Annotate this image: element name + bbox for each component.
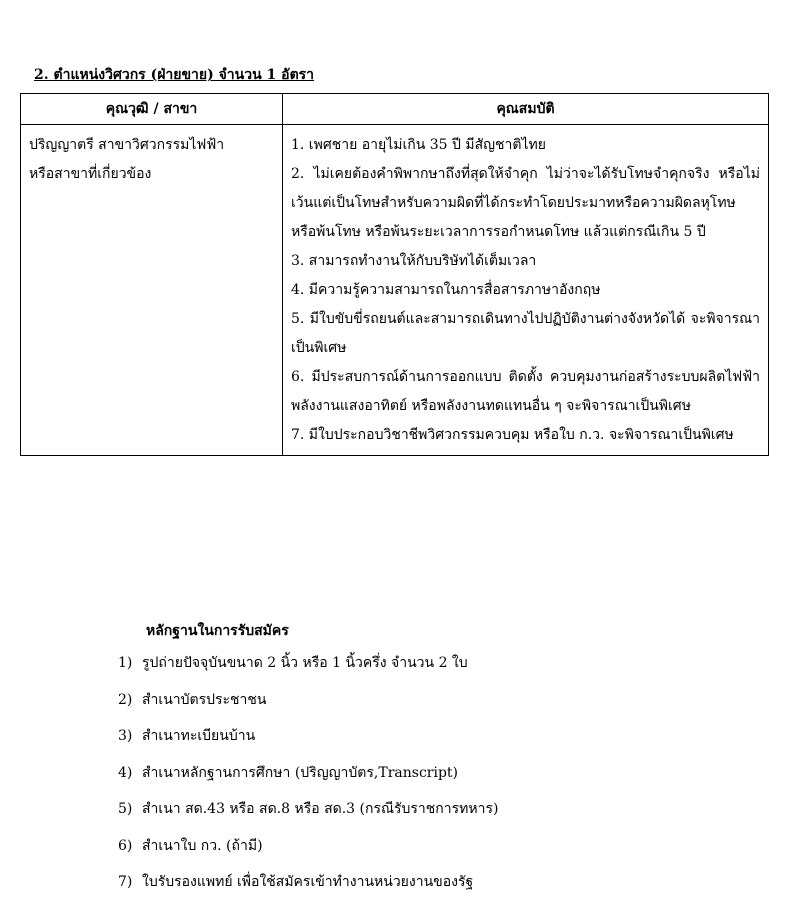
documents-list [118, 654, 498, 910]
list-item [118, 800, 498, 837]
list-item [118, 873, 498, 910]
table-header-row [21, 94, 769, 125]
degree-column-header: คุณวุฒิ / สาขา [21, 94, 283, 125]
list-item-text: สำเนาทะเบียนบ้าน [142, 728, 256, 744]
list-item-number: 3) [118, 728, 133, 744]
list-item [118, 727, 498, 764]
qualification-item: 6. มีประสบการณ์ด้านการออกแบบ ติดตั้ง ควบคุมงานก่อสร้างระบบผลิตไฟฟ้าพลังงานแสงอาทิตย์ หรือพลังงานทดแทนอื่น ๆ จะพิจารณาเป็นพิเศษ [291, 369, 760, 414]
qualification-table [20, 93, 769, 456]
list-item-text: รูปถ่ายปัจจุบันขนาด 2 นิ้ว หรือ 1 นิ้วครึ่ง จำนวน 2 ใบ [142, 655, 468, 671]
list-item-text: สำเนาบัตรประชาชน [142, 691, 267, 708]
qualification-item: 3. สามารถทำงานให้กับบริษัทได้เต็มเวลา [291, 253, 537, 269]
table-row [21, 125, 769, 456]
list-item-number: 1) [118, 655, 133, 671]
list-item-number: 5) [118, 801, 133, 817]
list-item-text: สำเนา สด.43 หรือ สด.8 หรือ สด.3 (กรณีรับราชการทหาร) [142, 801, 499, 817]
list-item [118, 691, 498, 728]
list-item-number: 6) [118, 837, 133, 854]
position-heading: 2. ตำแหน่งวิศวกร (ฝ่ายขาย) จำนวน 1 อัตรา [34, 67, 315, 83]
list-item-text: ใบรับรองแพทย์ เพื่อใช้สมัครเข้าทำงานหน่วยงานของรัฐ [142, 874, 474, 890]
degree-line: หรือสาขาที่เกี่ยวข้อง [29, 166, 152, 182]
list-item-number: 7) [118, 874, 133, 890]
qualifications-column-header: คุณสมบัติ [283, 94, 769, 125]
qualification-item: 1. เพศชาย อายุไม่เกิน 35 ปี มีสัญชาติไทย [291, 137, 546, 153]
degree-cell [21, 125, 283, 456]
list-item-number: 2) [118, 691, 133, 708]
qualification-item: 4. มีความรู้ความสามารถในการสื่อสารภาษาอังกฤษ [291, 282, 601, 298]
degree-line: ปริญญาตรี สาขาวิศวกรรมไฟฟ้า [29, 137, 225, 153]
list-item-number: 4) [118, 764, 133, 781]
documents-heading: หลักฐานในการรับสมัคร [146, 623, 289, 639]
qualification-item: 5. มีใบขับขี่รถยนต์และสามารถเดินทางไปปฏิบัติงานต่างจังหวัดได้ จะพิจารณาเป็นพิเศษ [291, 311, 760, 356]
list-item [118, 654, 498, 691]
qualification-item: 2. ไม่เคยต้องคำพิพากษาถึงที่สุดให้จำคุก ไม่ว่าจะได้รับโทษจำคุกจริง หรือไม่ เว้นแต่เป็นโทษสำหรับความผิดที่ได้กระทำโดยประมาทหรือความผิดลหุโทษ หรือพ้นโทษ หรือพ้นระยะเวลาการรอกำหนดโทษ แล้วแต่กรณีเกิน 5 ปี [291, 166, 760, 240]
list-item-text: สำเนาใบ กว. (ถ้ามี) [142, 837, 263, 854]
list-item-text: สำเนาหลักฐานการศึกษา (ปริญญาบัตร,Transcript) [142, 764, 458, 781]
qualifications-cell [283, 125, 769, 456]
list-item [118, 764, 498, 801]
list-item [118, 837, 498, 874]
qualification-item: 7. มีใบประกอบวิชาชีพวิศวกรรมควบคุม หรือใบ ก.ว. จะพิจารณาเป็นพิเศษ [291, 427, 734, 443]
